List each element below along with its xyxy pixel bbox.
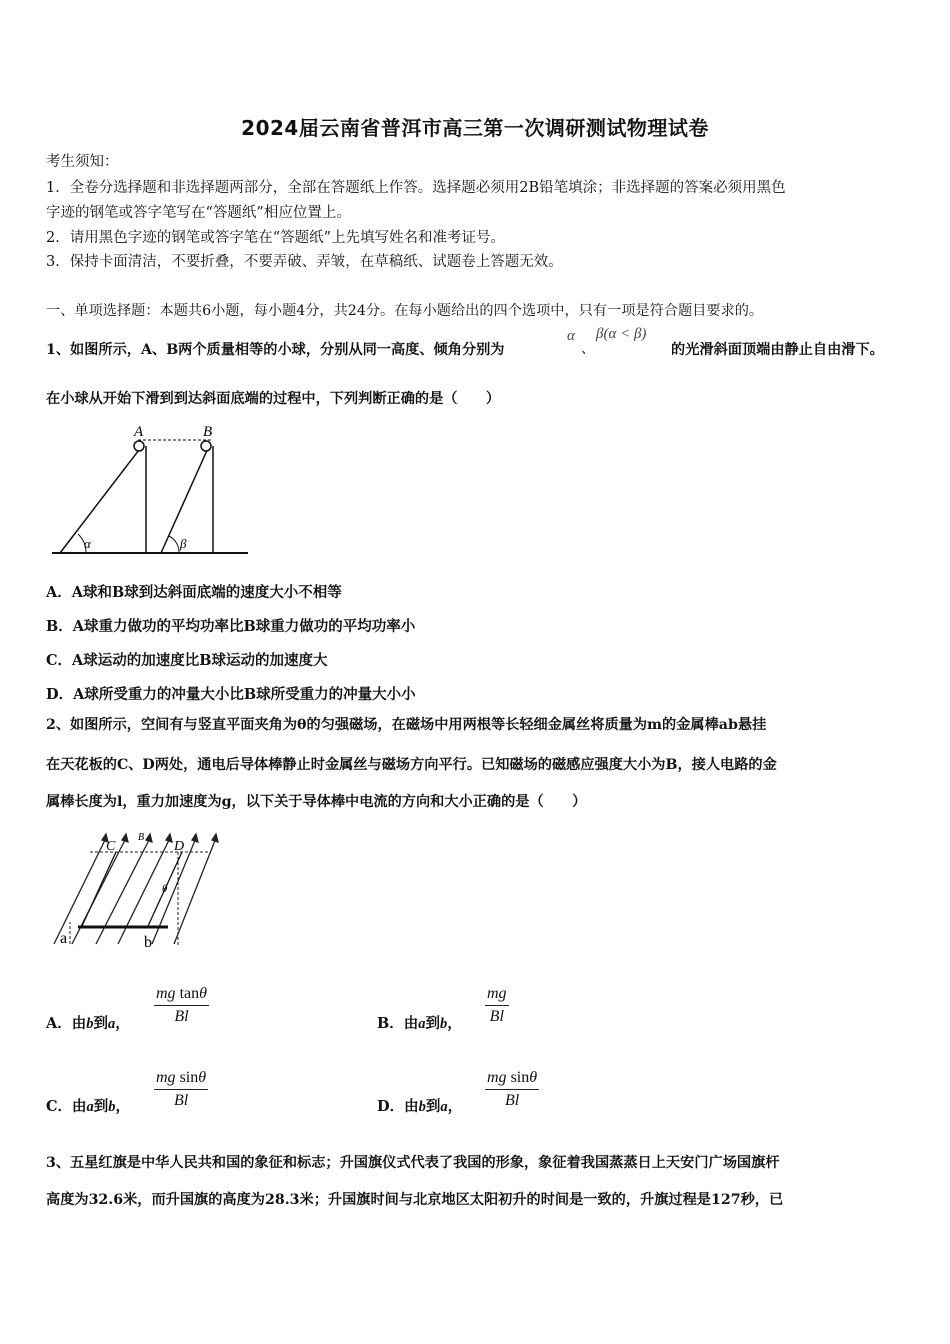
q3-stem-line2: 高度为32.6米，而升国旗的高度为28.3米；升国旗时间与北京地区太阳初升的时间是一致的，升旗过程是127秒，已: [46, 1192, 784, 1208]
notice-item: 字迹的钢笔或答字笔写在“答题纸”相应位置上。: [46, 205, 351, 221]
q2-option-c-fraction: $\frac{\text{mg sinθ}}{Bl}$: [156, 1069, 207, 1109]
q2-stem-line3: 属棒长度为l，重力加速度为g，以下关于导体棒中电流的方向和大小正确的是（ ）: [46, 794, 587, 810]
notice-item: 3．保持卡面清洁，不要折叠，不要弄破、弄皱，在草稿纸、试题卷上答题无效。: [46, 254, 563, 270]
q1-alpha: α: [567, 328, 575, 344]
label-field-b: B: [138, 832, 145, 843]
label-a: a: [60, 930, 68, 947]
page-title: 2024届云南省普洱市高三第一次调研测试物理试卷: [241, 116, 709, 140]
section-heading: 一、单项选择题：本题共6小题，每小题4分，共24分。在每小题给出的四个选项中，只有一项是符合题目要求的。: [46, 303, 764, 319]
label-c: C: [106, 839, 116, 854]
q1-option-a[interactable]: A．A球和B球到达斜面底端的速度大小不相等: [46, 584, 342, 601]
label-a: A: [134, 424, 144, 440]
q2-option-a[interactable]: A．由b到a，: [46, 1015, 130, 1032]
q1-separator: 、: [581, 341, 595, 357]
label-d: D: [174, 839, 185, 854]
q2-option-d[interactable]: D．由b到a，: [377, 1098, 463, 1115]
q1-stem-part3: 在小球从开始下滑到到达斜面底端的过程中，下列判断正确的是（ ）: [46, 391, 501, 407]
q1-option-c[interactable]: C．A球运动的加速度比B球运动的加速度大: [46, 652, 328, 669]
incline-a: [60, 446, 142, 553]
ball-b: [201, 441, 211, 451]
label-alpha: α: [84, 536, 91, 551]
q1-stem-part2: 的光滑斜面顶端由静止自由滑下。: [671, 342, 884, 358]
label-theta: θ: [162, 883, 168, 895]
q2-option-d-fraction: $\frac{\text{mg sinθ}}{Bl}$: [487, 1069, 538, 1109]
notice-item: 2．请用黑色字迹的钢笔或答字笔在“答题纸”上先填写姓名和准考证号。: [46, 230, 506, 246]
label-b: B: [203, 424, 213, 440]
q1-stem-part1: 1、如图所示，A、B两个质量相等的小球，分别从同一高度、倾角分别为: [46, 342, 505, 358]
q2-option-c[interactable]: C．由a到b，: [46, 1098, 131, 1115]
q2-option-b[interactable]: B．由a到b，: [377, 1015, 462, 1032]
notice-heading: 考生须知：: [46, 154, 119, 170]
q3-stem-line1: 3、五星红旗是中华人民共和国的象征和标志；升国旗仪式代表了我国的形象，象征着我国蒸蒸日上天安门广场国旗杆: [46, 1155, 780, 1171]
q2-magnetic-field-figure: [46, 826, 226, 954]
q2-option-a-fraction: $\frac{\text{mg tanθ}}{Bl}$: [156, 985, 207, 1025]
q1-option-b[interactable]: B．A球重力做功的平均功率比B球重力做功的平均功率小: [46, 618, 416, 635]
q1-incline-figure: [46, 420, 256, 560]
q2-stem-line2: 在天花板的C、D两处，通电后导体棒静止时金属丝与磁场方向平行。已知磁场的磁感应强度大小为B，接人电路的金: [46, 757, 777, 773]
label-beta: β: [180, 536, 187, 551]
q1-option-d[interactable]: D．A球所受重力的冲量大小比B球所受重力的冲量大小小: [46, 686, 416, 703]
q1-beta-condition: β(α < β): [596, 326, 647, 342]
ball-a: [134, 441, 144, 451]
angle-arc-beta: [169, 536, 179, 553]
q2-option-b-fraction: $\frac{mg}{Bl}$: [487, 985, 507, 1025]
notice-item: 1．全卷分选择题和非选择题两部分，全部在答题纸上作答。选择题必须用2B铅笔填涂；非选择题的答案必须用黑色: [46, 180, 786, 196]
q2-stem-line1: 2、如图所示，空间有与竖直平面夹角为θ的匀强磁场，在磁场中用两根等长轻细金属丝将质量为m的金属棒ab悬挂: [46, 717, 767, 733]
label-b: b: [144, 934, 152, 951]
